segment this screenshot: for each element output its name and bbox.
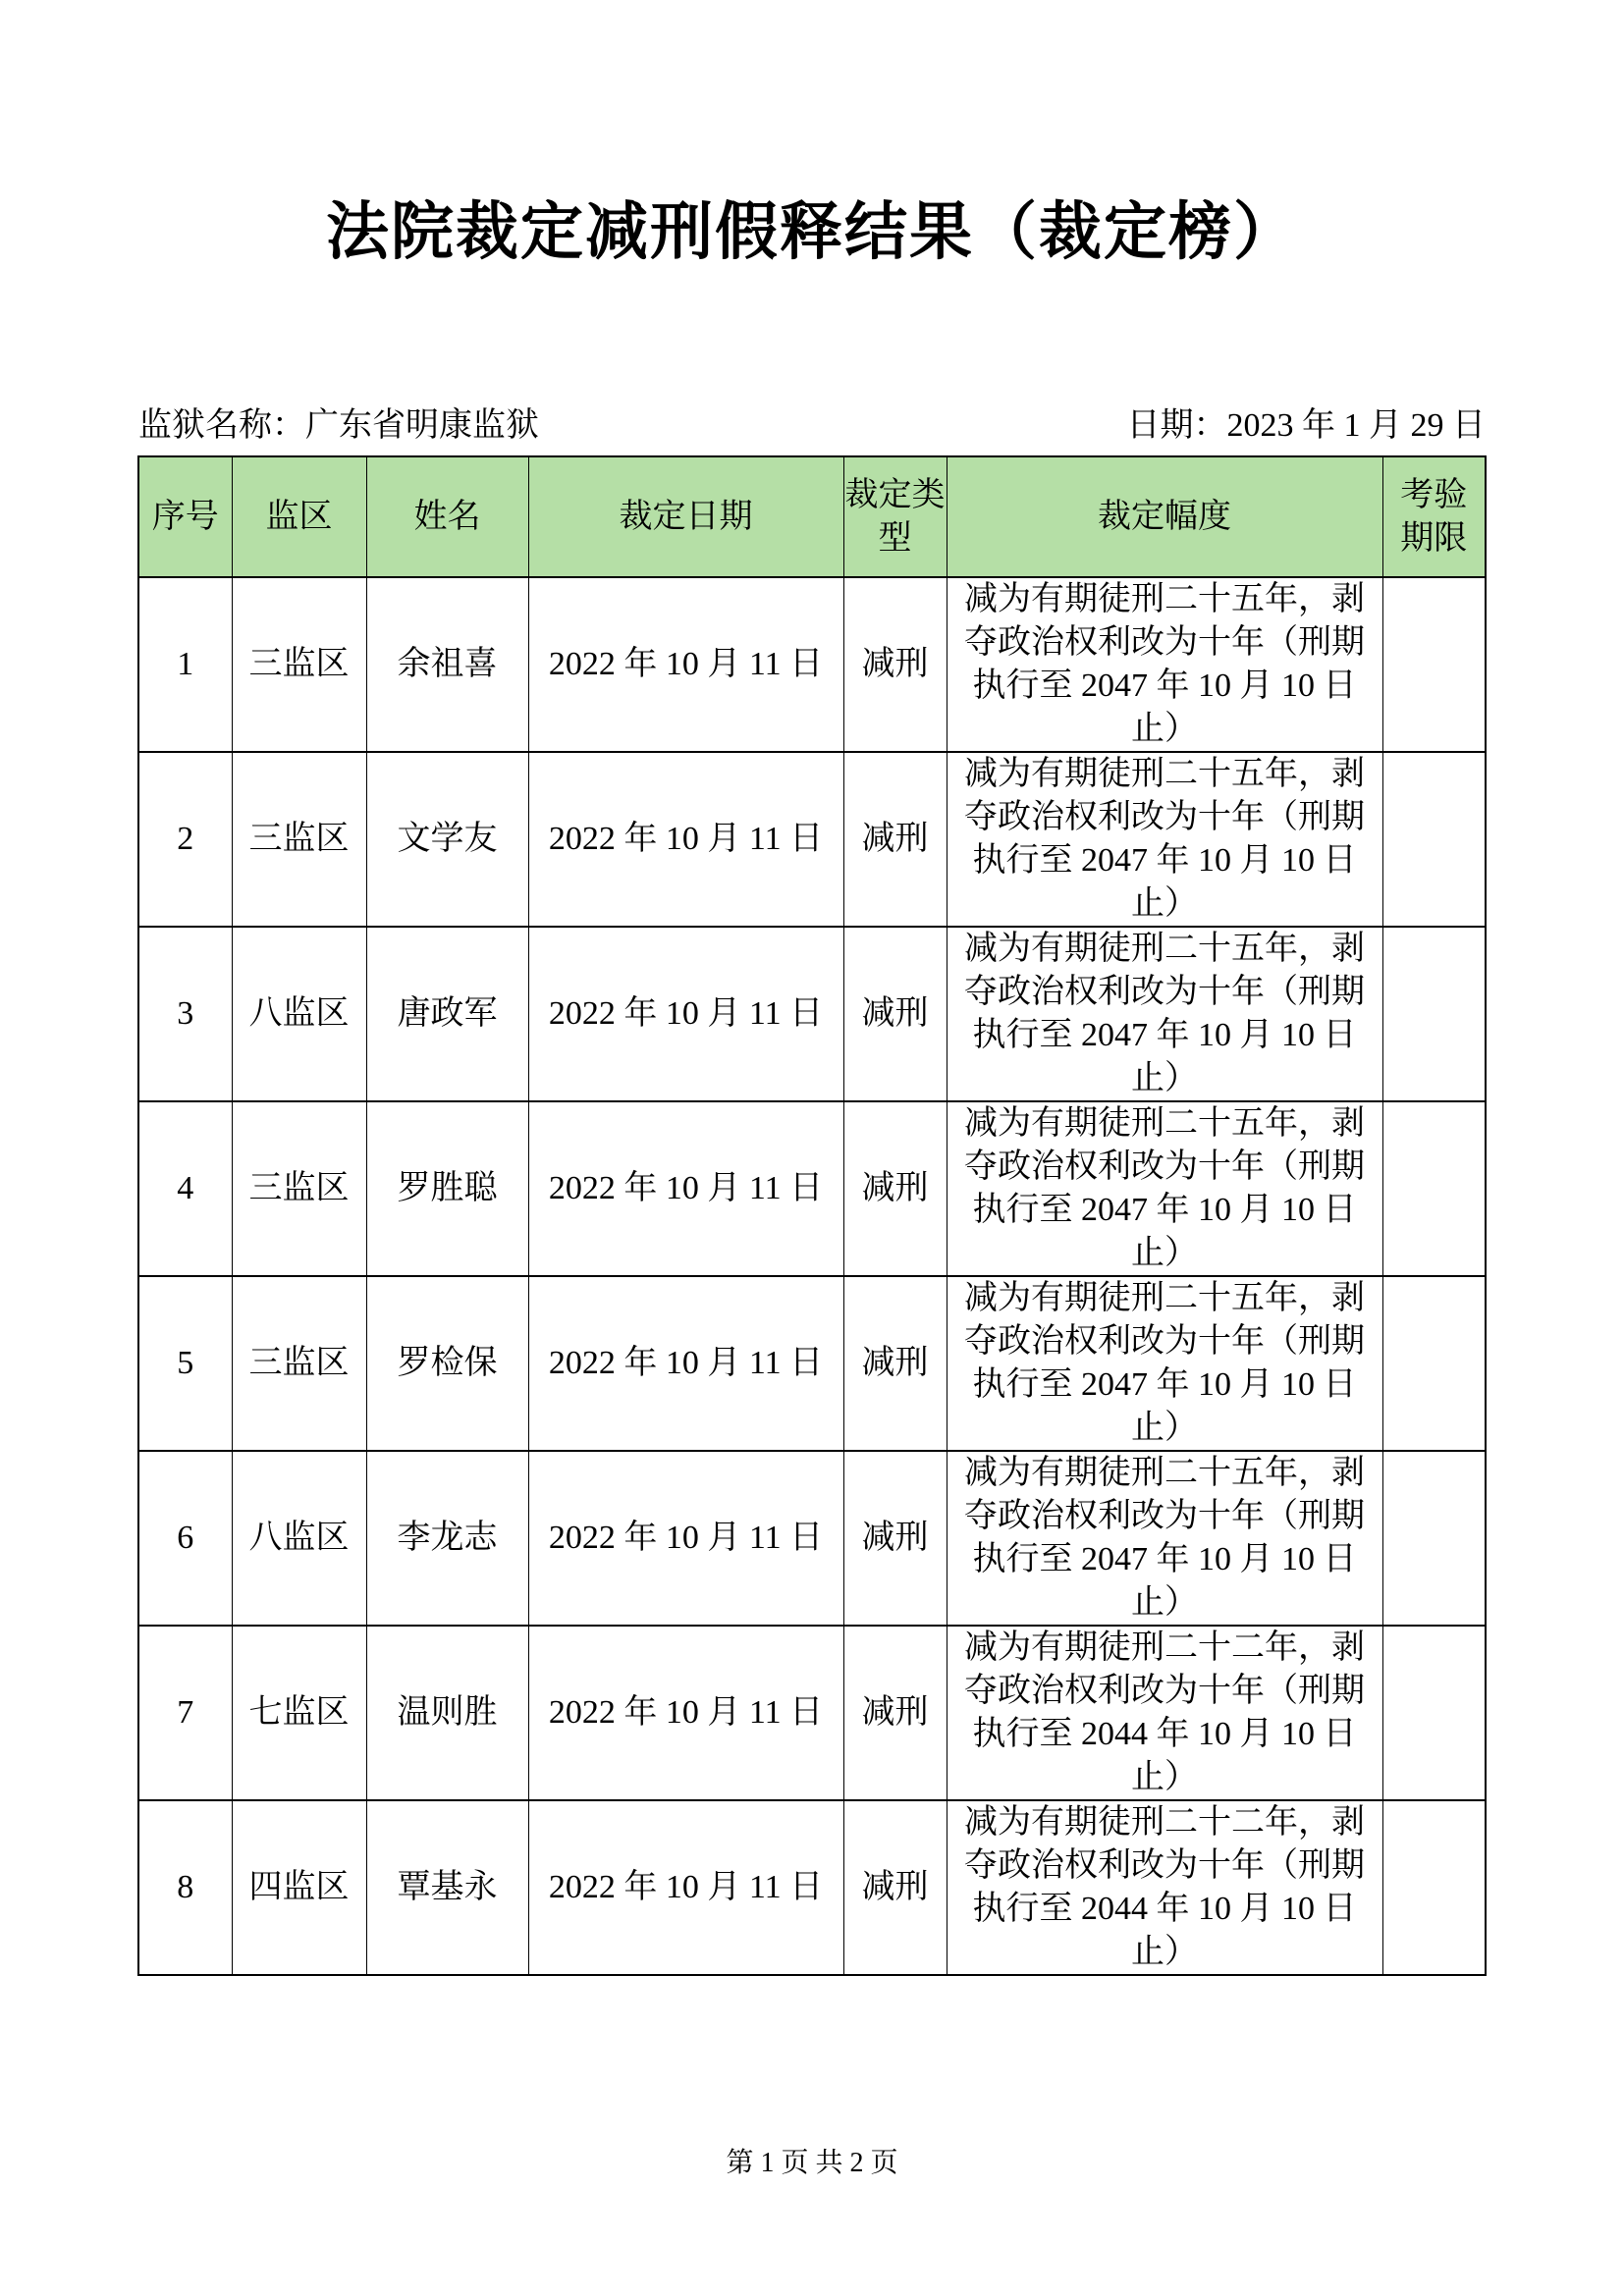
cell-ruling-type: 减刑: [843, 927, 947, 1101]
col-header-ruling-scope: 裁定幅度: [947, 456, 1382, 577]
date-label: 日期：2023 年 1 月 29 日: [1126, 407, 1486, 444]
cell-probation-period: [1382, 1451, 1486, 1626]
cell-prison-area: 三监区: [232, 1101, 366, 1276]
cell-prison-area: 八监区: [232, 1451, 366, 1626]
cell-prison-area: 八监区: [232, 927, 366, 1101]
table-row: [138, 1101, 1486, 1276]
cell-ruling-scope: 减为有期徒刑二十二年，剥夺政治权利改为十年（刑期执行至 2044 年 10 月 10 日止）: [947, 1626, 1382, 1800]
cell-name: 覃基永: [366, 1800, 528, 1975]
cell-ruling-type: 减刑: [843, 1800, 947, 1975]
cell-name: 温则胜: [366, 1626, 528, 1800]
cell-ruling-date: 2022 年 10 月 11 日: [528, 1101, 843, 1276]
table-row: [138, 927, 1486, 1101]
col-header-ruling-type: 裁定类型: [843, 456, 947, 577]
cell-ruling-date: 2022 年 10 月 11 日: [528, 1626, 843, 1800]
page-title: 法院裁定减刑假释结果（裁定榜）: [326, 196, 1298, 267]
col-header-seq: 序号: [138, 456, 232, 577]
cell-prison-area: 三监区: [232, 577, 366, 752]
cell-ruling-type: 减刑: [843, 752, 947, 927]
meta-row: [138, 404, 1486, 448]
col-header-probation-period: 考验期限: [1382, 456, 1486, 577]
table-row: [138, 752, 1486, 927]
cell-ruling-type: 减刑: [843, 1451, 947, 1626]
cell-probation-period: [1382, 1101, 1486, 1276]
cell-prison-area: 三监区: [232, 752, 366, 927]
cell-ruling-date: 2022 年 10 月 11 日: [528, 1800, 843, 1975]
cell-name: 文学友: [366, 752, 528, 927]
cell-ruling-scope: 减为有期徒刑二十五年，剥夺政治权利改为十年（刑期执行至 2047 年 10 月 10 日止）: [947, 752, 1382, 927]
col-header-prison-area: 监区: [232, 456, 366, 577]
cell-name: 罗胜聪: [366, 1101, 528, 1276]
cell-ruling-scope: 减为有期徒刑二十五年，剥夺政治权利改为十年（刑期执行至 2047 年 10 月 10 日止）: [947, 1101, 1382, 1276]
cell-ruling-date: 2022 年 10 月 11 日: [528, 1451, 843, 1626]
cell-seq: 5: [138, 1276, 232, 1451]
col-header-name: 姓名: [366, 456, 528, 577]
cell-probation-period: [1382, 577, 1486, 752]
table-row: [138, 577, 1486, 752]
cell-seq: 4: [138, 1101, 232, 1276]
ruling-results-table: [137, 455, 1487, 1976]
cell-seq: 2: [138, 752, 232, 927]
cell-probation-period: [1382, 1276, 1486, 1451]
cell-probation-period: [1382, 752, 1486, 927]
cell-ruling-scope: 减为有期徒刑二十五年，剥夺政治权利改为十年（刑期执行至 2047 年 10 月 10 日止）: [947, 1451, 1382, 1626]
cell-ruling-type: 减刑: [843, 1101, 947, 1276]
cell-ruling-scope: 减为有期徒刑二十二年，剥夺政治权利改为十年（刑期执行至 2044 年 10 月 10 日止）: [947, 1800, 1382, 1975]
cell-prison-area: 四监区: [232, 1800, 366, 1975]
cell-prison-area: 三监区: [232, 1276, 366, 1451]
col-header-ruling-date: 裁定日期: [528, 456, 843, 577]
cell-ruling-scope: 减为有期徒刑二十五年，剥夺政治权利改为十年（刑期执行至 2047 年 10 月 10 日止）: [947, 927, 1382, 1101]
cell-seq: 3: [138, 927, 232, 1101]
cell-ruling-type: 减刑: [843, 1276, 947, 1451]
cell-ruling-date: 2022 年 10 月 11 日: [528, 927, 843, 1101]
cell-probation-period: [1382, 1626, 1486, 1800]
table-row: [138, 1800, 1486, 1975]
table-body: [138, 577, 1486, 1975]
cell-probation-period: [1382, 927, 1486, 1101]
page-number-footer: 第 1 页 共 2 页: [726, 2148, 898, 2178]
cell-seq: 8: [138, 1800, 232, 1975]
cell-name: 罗检保: [366, 1276, 528, 1451]
cell-probation-period: [1382, 1800, 1486, 1975]
cell-seq: 7: [138, 1626, 232, 1800]
cell-ruling-scope: 减为有期徒刑二十五年，剥夺政治权利改为十年（刑期执行至 2047 年 10 月 10 日止）: [947, 577, 1382, 752]
cell-ruling-type: 减刑: [843, 1626, 947, 1800]
cell-name: 余祖喜: [366, 577, 528, 752]
cell-ruling-date: 2022 年 10 月 11 日: [528, 577, 843, 752]
table-row: [138, 1451, 1486, 1626]
prison-name-label: 监狱名称：广东省明康监狱: [138, 407, 539, 444]
cell-ruling-date: 2022 年 10 月 11 日: [528, 752, 843, 927]
cell-name: 唐政军: [366, 927, 528, 1101]
cell-ruling-scope: 减为有期徒刑二十五年，剥夺政治权利改为十年（刑期执行至 2047 年 10 月 10 日止）: [947, 1276, 1382, 1451]
cell-prison-area: 七监区: [232, 1626, 366, 1800]
cell-seq: 6: [138, 1451, 232, 1626]
cell-ruling-date: 2022 年 10 月 11 日: [528, 1276, 843, 1451]
table-row: [138, 1626, 1486, 1800]
cell-seq: 1: [138, 577, 232, 752]
table-header-row: [138, 456, 1486, 577]
cell-ruling-type: 减刑: [843, 577, 947, 752]
cell-name: 李龙志: [366, 1451, 528, 1626]
table-row: [138, 1276, 1486, 1451]
